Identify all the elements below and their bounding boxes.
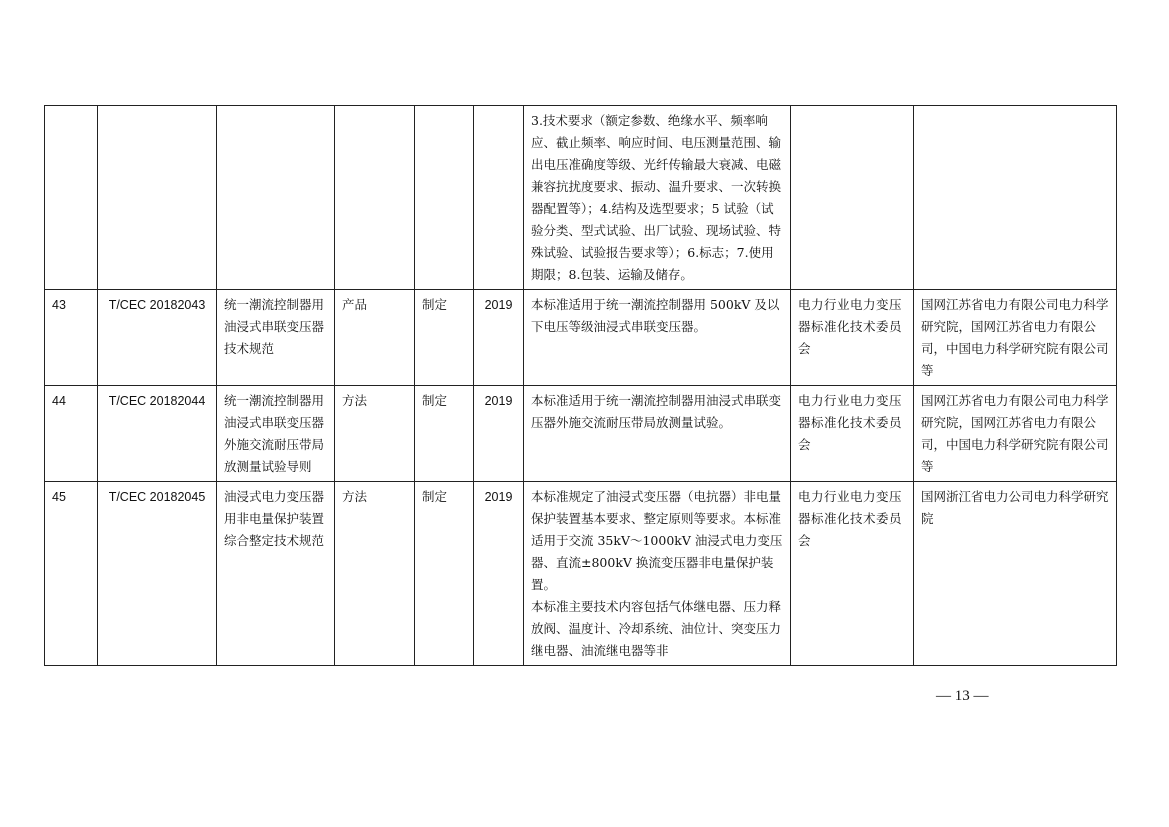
no-cell: 45 xyxy=(45,482,98,666)
standards-table xyxy=(44,105,1117,666)
no-cell: 43 xyxy=(45,290,98,386)
page-number: — 13 — xyxy=(936,688,989,704)
scope-paragraph: 本标准适用于统一潮流控制器用油浸式串联变压器外施交流耐压带局放测量试验。 xyxy=(531,393,782,430)
name-cell: 统一潮流控制器用油浸式串联变压器外施交流耐压带局放测量试验导则 xyxy=(217,386,335,482)
scope-paragraph: 本标准适用于统一潮流控制器用 500kV 及以下电压等级油浸式串联变压器。 xyxy=(531,297,780,334)
code-cell: T/CEC 20182044 xyxy=(98,386,217,482)
committee-cell: 电力行业电力变压器标准化技术委员会 xyxy=(791,290,914,386)
name-cell xyxy=(217,106,335,290)
scope-paragraph: 本标准规定了油浸式变压器（电抗器）非电量保护装置基本要求、整定原则等要求。本标准适用于交流 35kV～1000kV 油浸式电力变压器、直流±800kV 换流变压器非电量保护装置。 xyxy=(531,489,783,592)
scope-cell xyxy=(524,290,791,386)
type-cell: 产品 xyxy=(335,290,415,386)
name-cell: 统一潮流控制器用油浸式串联变压器技术规范 xyxy=(217,290,335,386)
code-cell: T/CEC 20182043 xyxy=(98,290,217,386)
type-cell: 方法 xyxy=(335,386,415,482)
scope-cell xyxy=(524,482,791,666)
status-cell: 制定 xyxy=(415,290,474,386)
status-cell xyxy=(415,106,474,290)
drafters-cell: 国网江苏省电力有限公司电力科学研究院，国网江苏省电力有限公司，中国电力科学研究院有限公司等 xyxy=(914,290,1117,386)
committee-cell: 电力行业电力变压器标准化技术委员会 xyxy=(791,482,914,666)
status-cell: 制定 xyxy=(415,482,474,666)
code-cell: T/CEC 20182045 xyxy=(98,482,217,666)
drafters-cell: 国网浙江省电力公司电力科学研究院 xyxy=(914,482,1117,666)
scope-cell xyxy=(524,386,791,482)
type-cell: 方法 xyxy=(335,482,415,666)
committee-cell: 电力行业电力变压器标准化技术委员会 xyxy=(791,386,914,482)
table-row xyxy=(45,290,1117,386)
table-row-continuation xyxy=(45,106,1117,290)
scope-cell: 3.技术要求（额定参数、绝缘水平、频率响应、截止频率、响应时间、电压测量范围、输出电压准确度等级、光纤传输最大衰减、电磁兼容抗扰度要求、振动、温升要求、一次转换器配置等）；4.结构及选型要求；5 试验（试验分类、型式试验、出厂试验、现场试验、特殊试验、试验报告要求等）；6.标志；7.使用期限；8.包装、运输及储存。 xyxy=(524,106,791,290)
year-cell: 2019 xyxy=(474,482,524,666)
table-row xyxy=(45,482,1117,666)
code-cell xyxy=(98,106,217,290)
no-cell: 44 xyxy=(45,386,98,482)
type-cell xyxy=(335,106,415,290)
no-cell xyxy=(45,106,98,290)
table-row xyxy=(45,386,1117,482)
committee-cell xyxy=(791,106,914,290)
year-cell xyxy=(474,106,524,290)
year-cell: 2019 xyxy=(474,290,524,386)
status-cell: 制定 xyxy=(415,386,474,482)
drafters-cell xyxy=(914,106,1117,290)
drafters-cell: 国网江苏省电力有限公司电力科学研究院，国网江苏省电力有限公司，中国电力科学研究院有限公司等 xyxy=(914,386,1117,482)
scope-paragraph: 本标准主要技术内容包括气体继电器、压力释放阀、温度计、冷却系统、油位计、突变压力继电器、油流继电器等非 xyxy=(531,599,782,658)
year-cell: 2019 xyxy=(474,386,524,482)
name-cell: 油浸式电力变压器用非电量保护装置综合整定技术规范 xyxy=(217,482,335,666)
